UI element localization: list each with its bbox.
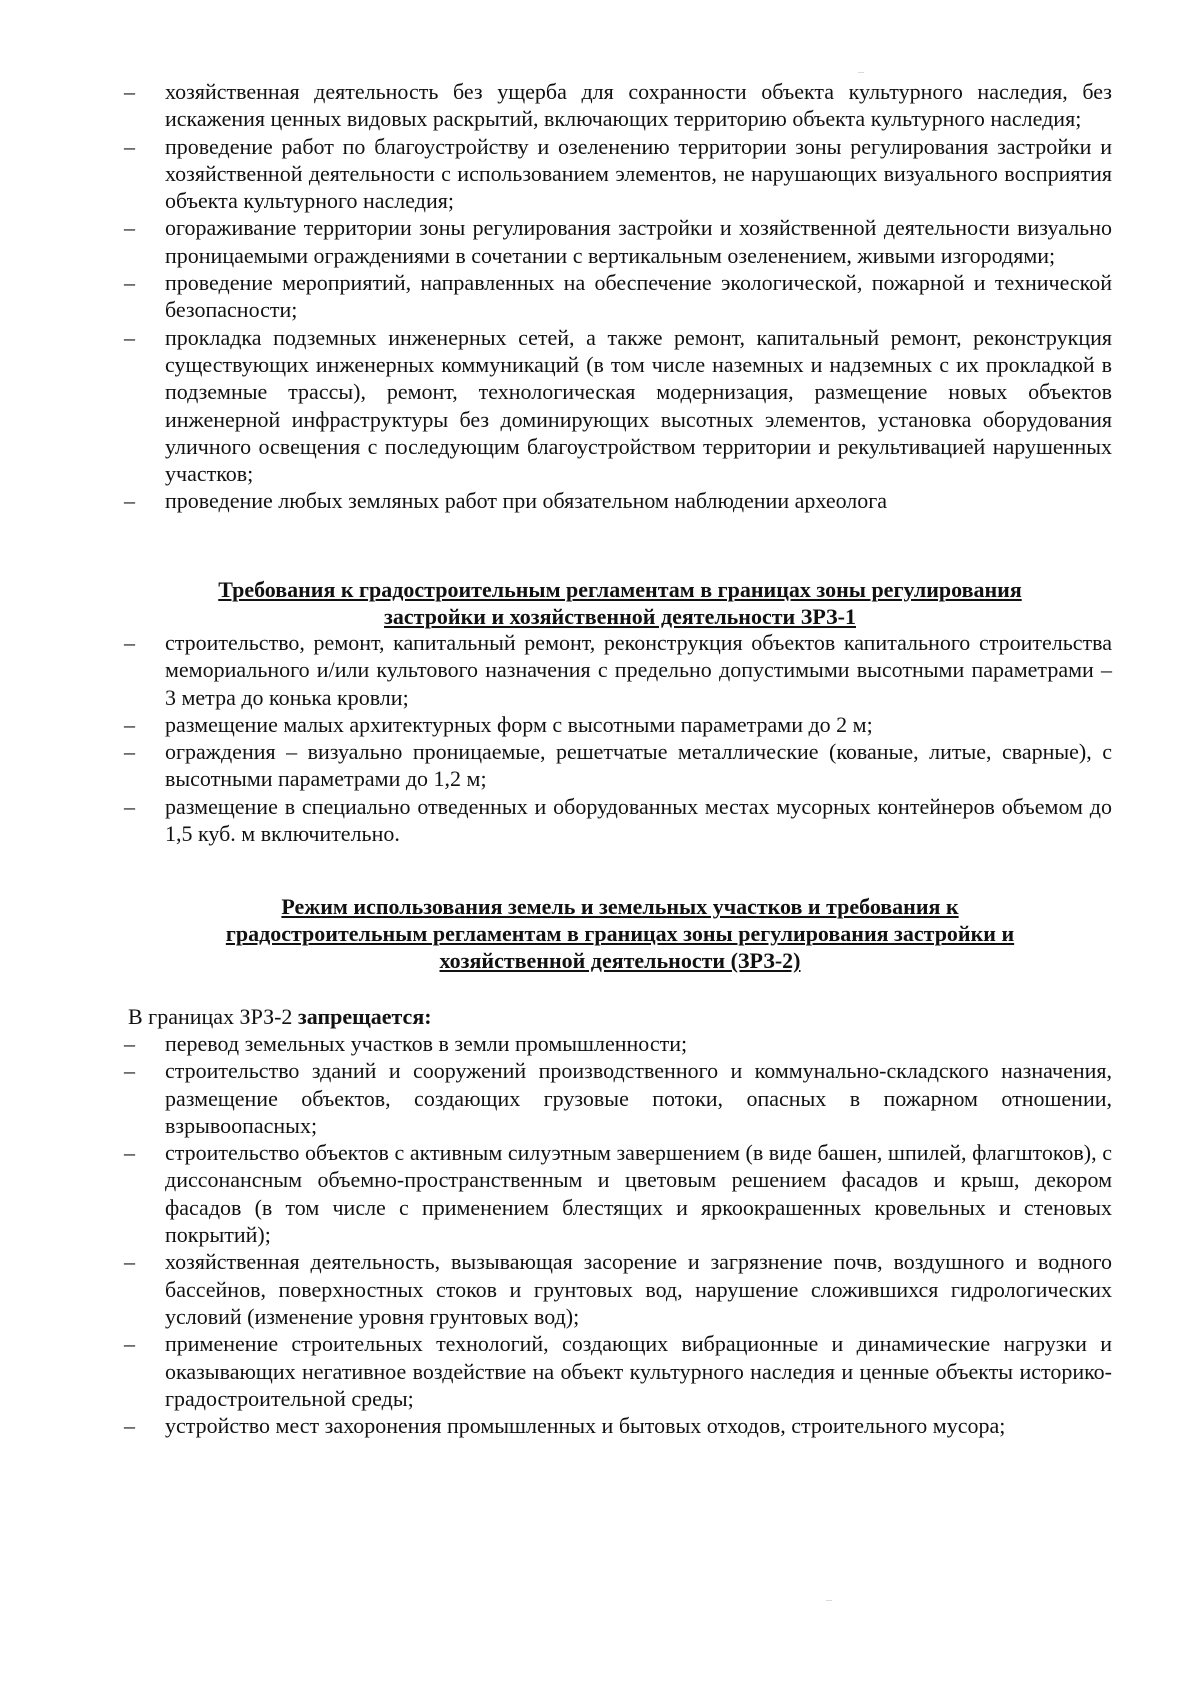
- dash-bullet: –: [124, 711, 135, 737]
- list-item-text: устройство мест захоронения промышленных и бытовых отходов, строительного мусора;: [165, 1413, 1006, 1439]
- list-item: [124, 133, 1112, 215]
- list-item-text: перевод земельных участков в земли промышленности;: [165, 1031, 688, 1056]
- zrz1-requirements-heading: [150, 576, 1090, 630]
- scan-mark: [858, 72, 864, 73]
- dash-bullet: –: [124, 1331, 135, 1357]
- list-item-text: проведение работ по благоустройству и озеленению территории зоны регулирования застройки и хозяйственной деятельности с использованием элементов, не нарушающих визуального восприятия объекта культурного наследия;: [165, 133, 1112, 214]
- list-item: [124, 324, 1112, 488]
- list-item: [124, 487, 1112, 514]
- list-item: [124, 629, 1112, 711]
- allowed-activities-list: [124, 78, 1112, 515]
- dash-bullet: –: [124, 1058, 135, 1084]
- dash-bullet: –: [124, 739, 135, 765]
- list-item-text: ограждения – визуально проницаемые, решетчатые металлические (кованые, литые, сварные), с высотными параметрами до 1,2 м;: [165, 739, 1112, 792]
- list-item: [124, 711, 1112, 738]
- list-item-text: хозяйственная деятельность, вызывающая засорение и загрязнение почв, воздушного и водного бассейнов, поверхностных стоков и грунтовых вод, нарушение сложившихся гидрологических условий (изменение уровня грунтовых вод);: [165, 1249, 1112, 1329]
- list-item: [124, 269, 1112, 324]
- dash-bullet: –: [124, 1140, 135, 1166]
- zrz2-prohibitions-list: [124, 1030, 1112, 1439]
- dash-bullet: –: [124, 79, 135, 104]
- list-item: [124, 214, 1112, 269]
- list-item-text: размещение малых архитектурных форм с высотными параметрами до 2 м;: [165, 711, 873, 737]
- dash-bullet: –: [124, 1249, 135, 1275]
- dash-bullet: –: [124, 1413, 135, 1439]
- list-item: [124, 1330, 1112, 1412]
- zrz2-prohibitions-intro: [128, 1003, 1112, 1030]
- list-item-text: применение строительных технологий, создающих вибрационные и динамические нагрузки и оказывающих негативное воздействие на объект культурного наследия и ценные объекты историко-градостроительной среды;: [165, 1331, 1112, 1411]
- intro-bold-text: запрещается:: [297, 1004, 432, 1029]
- dash-bullet: –: [124, 793, 135, 819]
- list-item: [124, 78, 1112, 133]
- heading-line: застройки и хозяйственной деятельности ЗРЗ-1: [384, 604, 856, 629]
- scan-mark: [826, 1600, 832, 1601]
- dash-bullet: –: [124, 133, 135, 159]
- list-item-text: строительство объектов с активным силуэтным завершением (в виде башен, шпилей, флагштоков), с диссонансным объемно-пространственным и цветовым решением фасадов и крыш, декором фасадов (в том числе с применением блестящих и яркоокрашенных кровельных и стеновых покрытий);: [165, 1140, 1112, 1248]
- list-item: [124, 793, 1112, 848]
- dash-bullet: –: [124, 630, 135, 655]
- dash-bullet: –: [124, 215, 135, 241]
- heading-line: градостроительным регламентам в границах зоны регулирования застройки и: [225, 921, 1015, 946]
- dash-bullet: –: [124, 1031, 135, 1056]
- dash-bullet: –: [124, 270, 135, 296]
- dash-bullet: –: [124, 488, 135, 514]
- heading-line: Режим использования земель и земельных участков и требования к: [281, 894, 959, 919]
- list-item-text: проведение любых земляных работ при обязательном наблюдении археолога: [165, 488, 888, 514]
- list-item: [124, 1412, 1112, 1439]
- list-item-text: прокладка подземных инженерных сетей, а также ремонт, капитальный ремонт, реконструкция существующих инженерных коммуникаций (в том числе наземных и надземных с их прокладкой в подземные трассы), ремонт, технологическая модернизация, размещение новых объектов инженерной инфраструктуры без доминирующих высотных элементов, установка оборудования уличного освещения с последующим благоустройством территории и рекультивацией нарушенных участков;: [165, 324, 1112, 487]
- list-item-text: хозяйственная деятельность без ущерба для сохранности объекта культурного наследия, без искажения ценных видовых раскрытий, включающих территорию объекта культурного наследия;: [165, 79, 1112, 132]
- list-item: [124, 1139, 1112, 1248]
- list-item: [124, 1030, 1112, 1057]
- heading-line: хозяйственной деятельности (ЗРЗ-2): [439, 948, 801, 973]
- list-item-text: размещение в специально отведенных и оборудованных местах мусорных контейнеров объемом до 1,5 куб. м включительно.: [165, 793, 1112, 847]
- zrz2-regime-heading: [150, 893, 1090, 974]
- list-item-text: строительство, ремонт, капитальный ремонт, реконструкция объектов капитального строительства мемориального и/или культового назначения с предельно допустимыми высотными параметрами – 3 метра до конька кровли;: [165, 630, 1112, 710]
- dash-bullet: –: [124, 324, 135, 350]
- list-item-text: огораживание территории зоны регулирования застройки и хозяйственной деятельности визуально проницаемыми ограждениями в сочетании с вертикальным озеленением, живыми изгородями;: [165, 215, 1112, 268]
- list-item: [124, 1248, 1112, 1330]
- list-item: [124, 738, 1112, 793]
- heading-line: Требования к градостроительным регламентам в границах зоны регулирования: [218, 577, 1022, 602]
- list-item-text: проведение мероприятий, направленных на обеспечение экологической, пожарной и технической безопасности;: [165, 270, 1112, 323]
- list-item: [124, 1057, 1112, 1139]
- zrz1-regulations-list: [124, 629, 1112, 847]
- list-item-text: строительство зданий и сооружений производственного и коммунально-складского назначения, размещение объектов, создающих грузовые потоки, опасных в пожарном отношении, взрывоопасных;: [165, 1058, 1112, 1138]
- intro-text: В границах ЗРЗ-2: [128, 1004, 298, 1029]
